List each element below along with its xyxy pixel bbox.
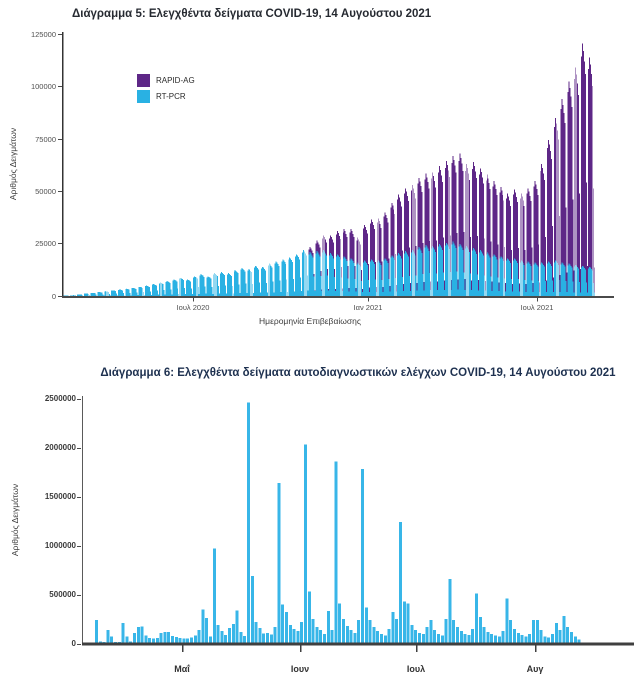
chart6-x-tick-label: Ιουν	[290, 664, 310, 674]
chart6-x-tick-label: Ιουλ	[406, 664, 426, 674]
chart5-y-tick-mark	[58, 296, 62, 297]
chart5-x-tick-label: Ιουλ 2021	[520, 303, 554, 312]
chart5-x-tick-label: Ιαν 2021	[353, 303, 383, 312]
chart6-y-tick-mark	[77, 595, 81, 596]
chart6-y-tick-mark	[77, 497, 81, 498]
chart6-plot	[82, 394, 634, 664]
chart6-y-tick-label: 500000	[49, 590, 76, 599]
chart5-y-tick-label: 0	[51, 291, 56, 301]
chart5-plot	[62, 30, 614, 306]
chart5-y-tick-mark	[58, 139, 62, 140]
chart6-y-tick-label: 0	[71, 639, 76, 648]
chart6-x-tick-label: Αυγ	[526, 664, 544, 674]
chart6-y-tick-mark	[77, 448, 81, 449]
chart5-y-tick-label: 125000	[30, 29, 56, 39]
chart5-y-tick-mark	[58, 86, 62, 87]
chart6-title: Διάγραμμα 6: Ελεγχθέντα δείγματα αυτοδιαγνωστικών ελέγχων COVID-19, 14 Αυγούστου 2021	[100, 367, 616, 379]
chart5-y-axis-label: Αριθμός Δειγμάτων	[8, 127, 18, 201]
chart5-x-tick-label: Ιουλ 2020	[176, 303, 210, 312]
chart5-title: Διάγραμμα 5: Ελεγχθέντα δείγματα COVID-19, 14 Αυγούστου 2021	[72, 8, 432, 20]
chart5-x-axis-label: Ημερομηνία Επιβεβαίωσης	[259, 316, 361, 326]
chart6-y-tick-label: 2000000	[44, 443, 76, 452]
chart5-y-tick-mark	[58, 191, 62, 192]
chart6-y-tick-label: 1000000	[44, 541, 76, 550]
chart5-y-tick-mark	[58, 243, 62, 244]
chart6-y-axis-label: Αριθμός Δειγμάτων	[10, 483, 20, 557]
chart5-y-tick-label: 25000	[35, 239, 56, 249]
chart6-y-tick-mark	[77, 546, 81, 547]
chart5-y-tick-label: 100000	[30, 82, 56, 92]
chart6-y-tick-mark	[77, 644, 81, 645]
chart6-y-tick-label: 1500000	[44, 492, 76, 501]
legend-label-rt-pcr: RT-PCR	[156, 91, 186, 101]
chart6-y-tick-label: 2500000	[44, 394, 76, 403]
legend-label-rapid-ag: RAPID-AG	[156, 75, 195, 85]
chart5-y-tick-label: 50000	[35, 186, 56, 196]
chart5-y-tick-label: 75000	[35, 134, 56, 144]
chart5-y-tick-mark	[58, 34, 62, 35]
chart6-y-tick-mark	[77, 399, 81, 400]
chart6-x-tick-label: Μαΐ	[174, 664, 190, 674]
